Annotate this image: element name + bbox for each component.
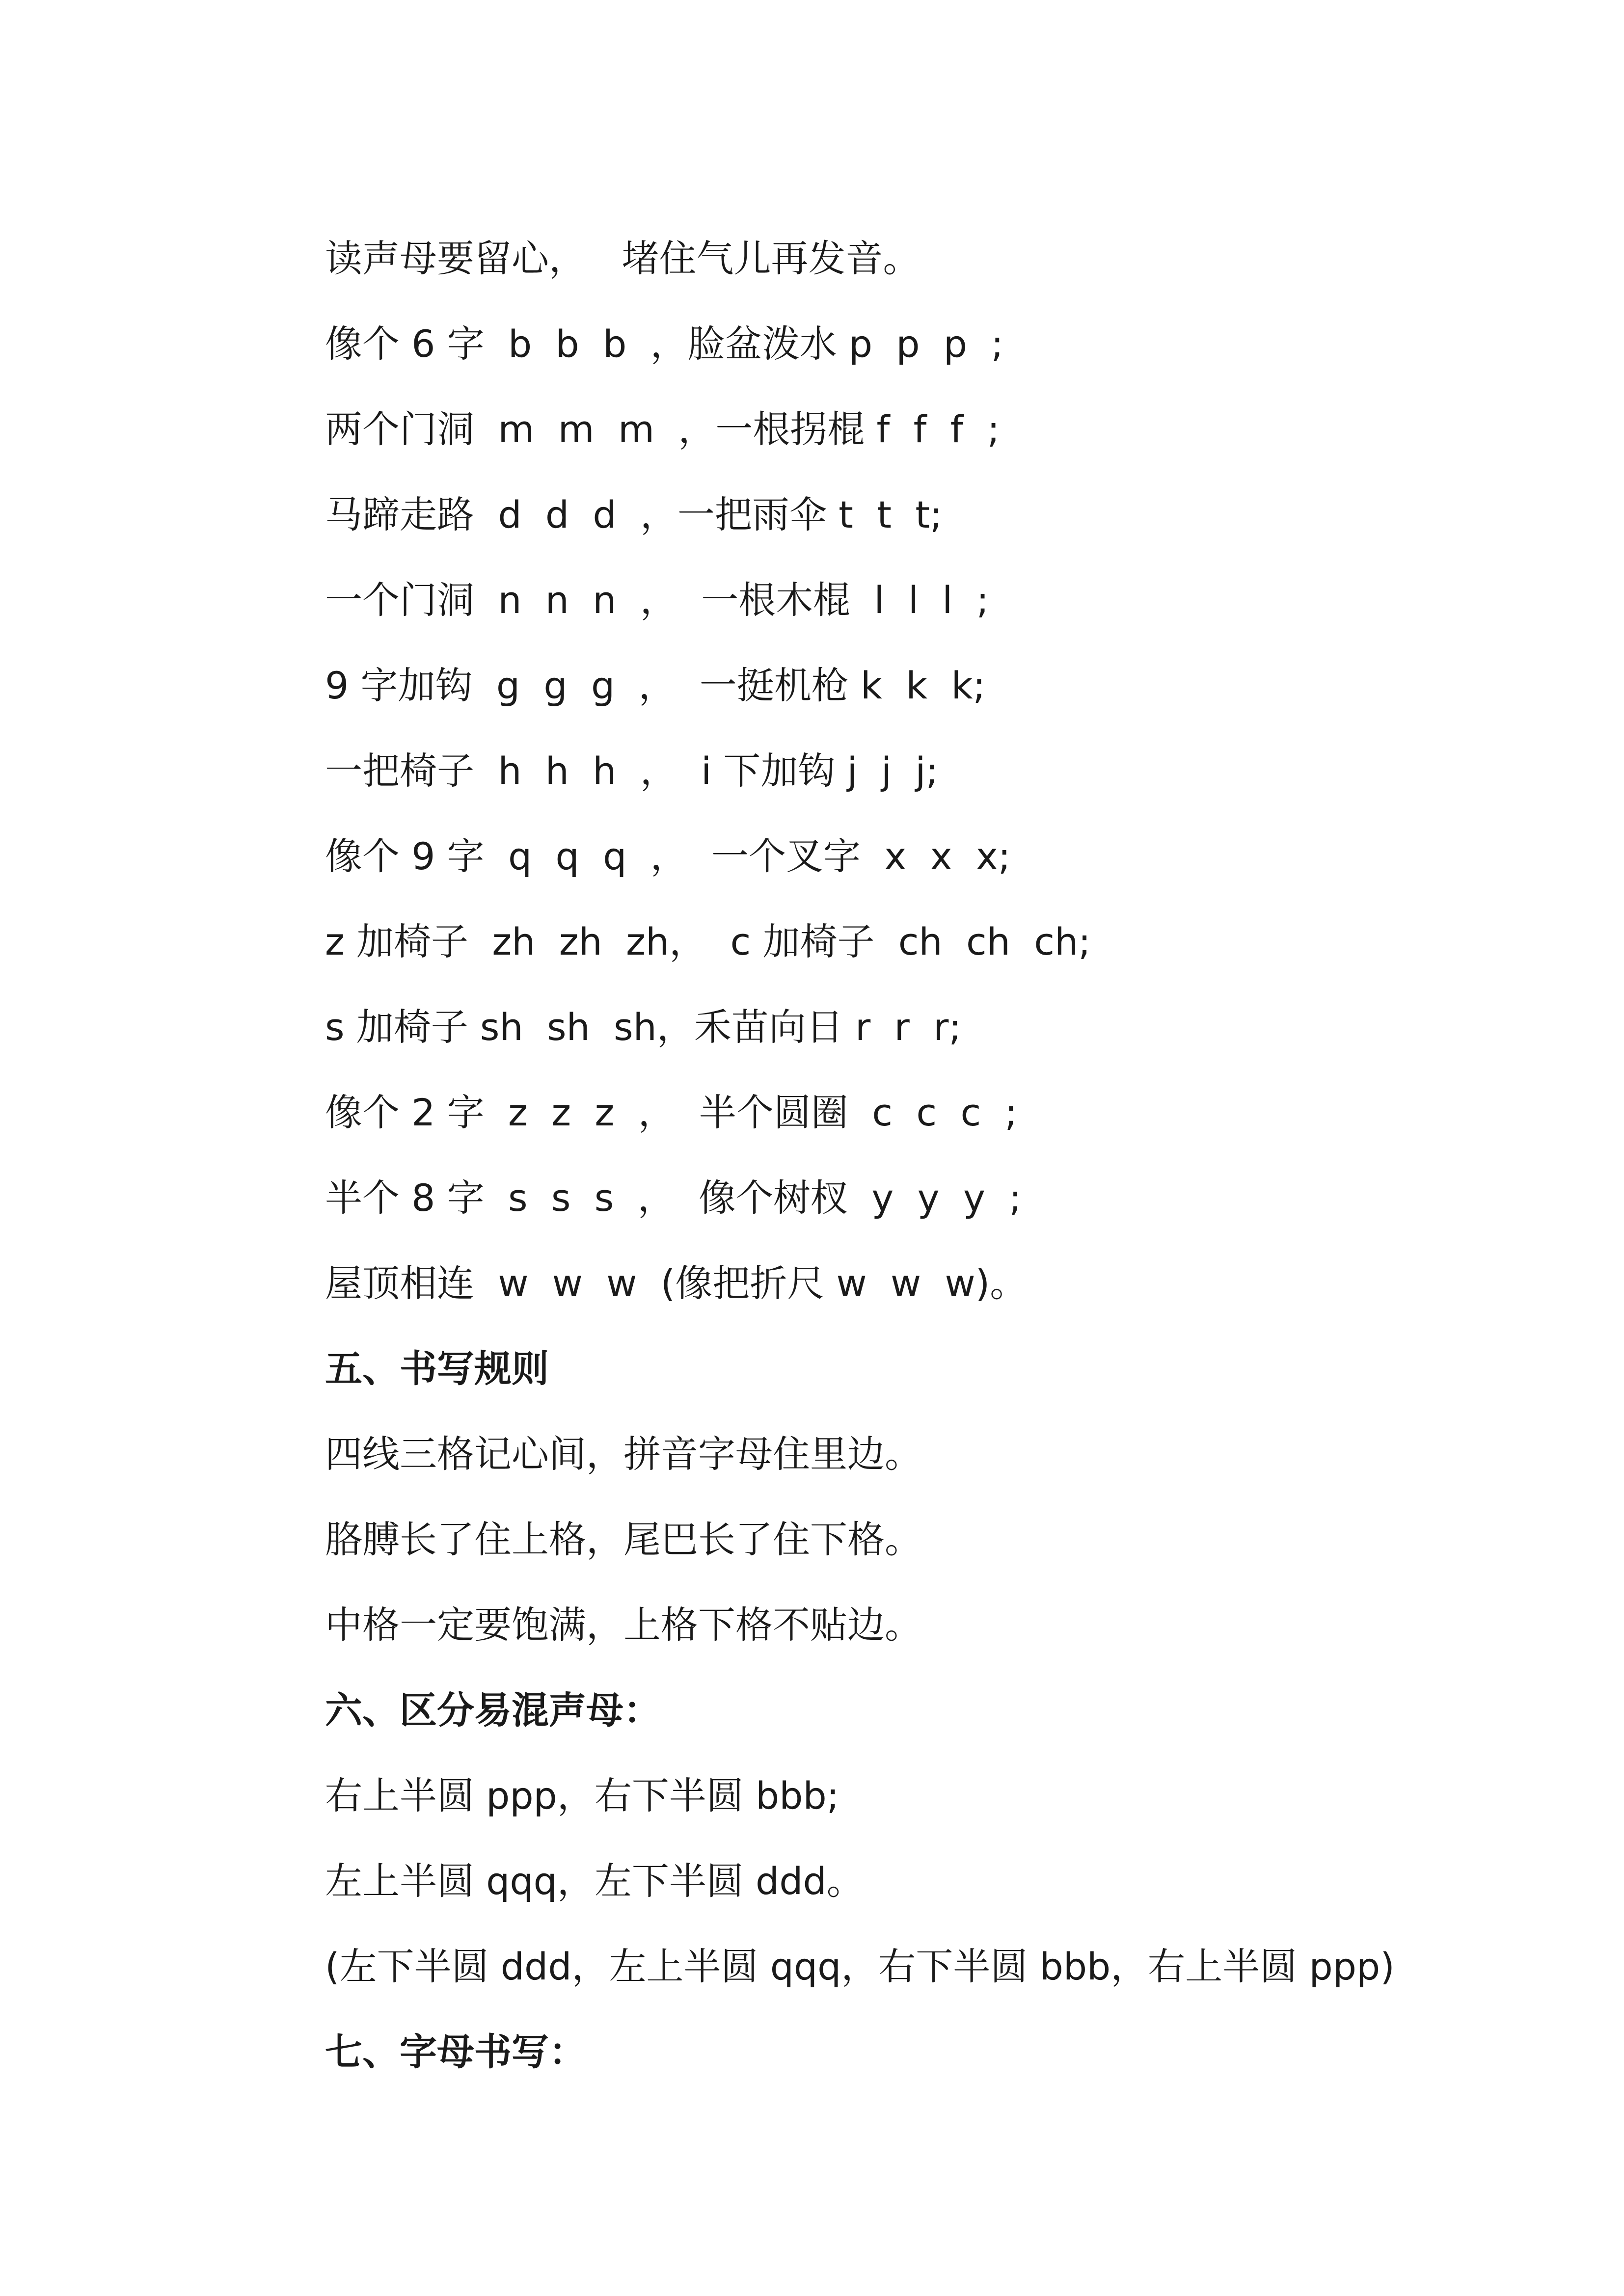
text-line: (左下半圆 ddd，左上半圆 qqq，右下半圆 bbb，右上半圆 ppp) [325,1945,1395,1988]
text-line: 左上半圆 qqq，左下半圆 ddd。 [325,1859,864,1903]
text-line: 像个 2 字 z z z ， 半个圆圈 c c c ; [325,1091,1018,1134]
text-line: 9 字加钩 g g g ， 一挺机枪 k k k; [325,664,986,707]
text-line: 胳膊长了住上格，尾巴长了住下格。 [325,1518,922,1561]
document-body [325,216,1454,2095]
text-line: 中格一定要饱满，上格下格不贴边。 [325,1603,922,1647]
text-line: 马蹄走路 d d d ，一把雨伞 t t t; [325,493,943,536]
text-line: 一把椅子 h h h ， i 下加钩 j j j; [325,749,939,793]
section-heading: 六、区分易混声母： [325,1688,661,1732]
section-heading: 七、字母书写： [325,2030,586,2074]
text-line: 四线三格记心间，拼音字母住里边。 [325,1432,922,1476]
text-line: 屋顶相连 w w w (像把折尺 w w w)。 [325,1261,1028,1305]
text-line: 像个 9 字 q q q ， 一个叉字 x x x; [325,834,1011,878]
text-line: 两个门洞 m m m ，一根拐棍 f f f ; [325,407,1000,451]
section-heading: 五、书写规则 [325,1347,549,1390]
text-line: 半个 8 字 s s s ， 像个树杈 y y y ; [325,1176,1022,1220]
text-line: z 加椅子 zh zh zh， c 加椅子 ch ch ch; [325,920,1091,963]
text-line: 一个门洞 n n n ， 一根木棍 l l l ; [325,578,989,622]
text-line: 右上半圆 ppp，右下半圆 bbb; [325,1774,839,1817]
text-line: s 加椅子 sh sh sh，禾苗向日 r r r; [325,1005,961,1049]
text-line: 像个 6 字 b b b ，脸盆泼水 p p p ; [325,322,1004,366]
text-line: 读声母要留心， 堵住气儿再发音。 [325,237,920,280]
